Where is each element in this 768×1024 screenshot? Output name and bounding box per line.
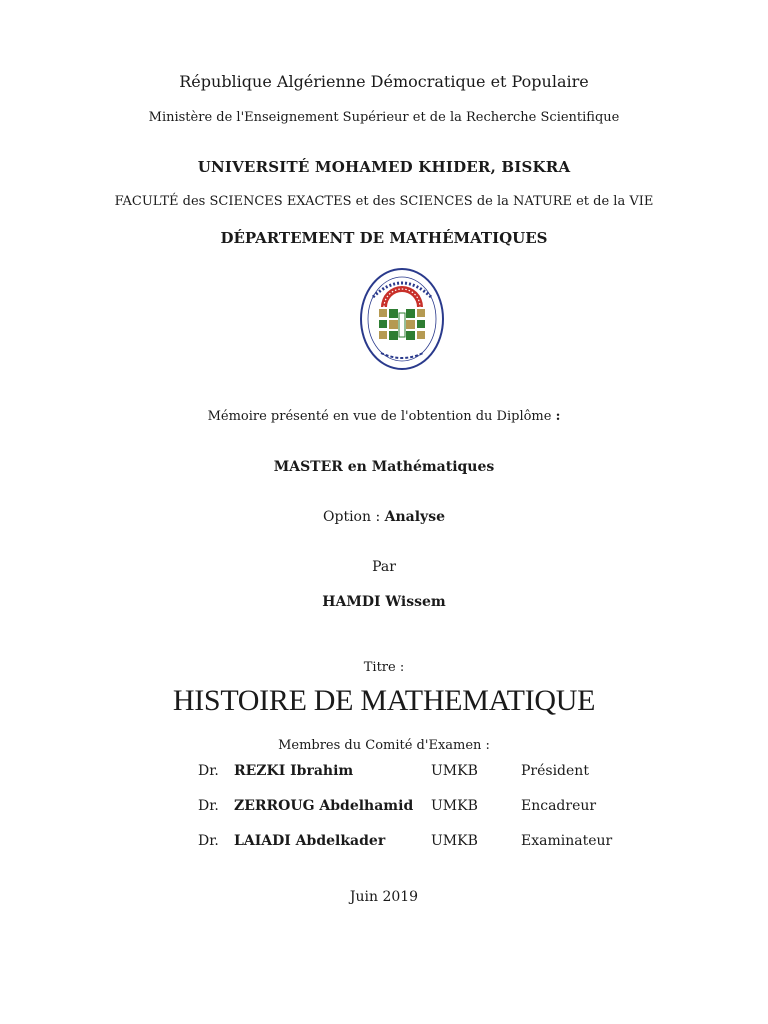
member-name: REZKI Ibrahim xyxy=(234,763,354,779)
member-role: Président xyxy=(521,763,589,779)
option-value: Analyse xyxy=(384,509,445,525)
member-university: UMKB xyxy=(431,833,478,849)
member-name: LAIADI Abdelkader xyxy=(234,833,386,849)
titre-label: Titre : xyxy=(363,660,405,675)
par-label: Par xyxy=(372,559,396,575)
republic-heading: République Algérienne Démocratique et Populaire xyxy=(179,72,589,91)
memoire-text: Mémoire présenté en vue de l'obtention du Diplôme xyxy=(207,409,552,424)
memoire-colon: : xyxy=(555,409,561,424)
author-name: HAMDI Wissem xyxy=(322,594,446,610)
member-title: Dr. xyxy=(198,763,219,779)
option-line xyxy=(0,509,768,525)
member-university: UMKB xyxy=(431,798,478,814)
member-title: Dr. xyxy=(198,833,219,849)
defense-date: Juin 2019 xyxy=(349,889,419,905)
member-university: UMKB xyxy=(431,763,478,779)
faculty-name: FACULTÉ des SCIENCES EXACTES et des SCIENCES de la NATURE et de la VIE xyxy=(114,194,654,209)
committee-row xyxy=(198,833,621,868)
committee-row xyxy=(198,798,621,833)
option-label: Option : xyxy=(323,509,381,525)
memoire-statement xyxy=(0,409,768,424)
ministry-heading: Ministère de l'Enseignement Supérieur et de la Recherche Scientifique xyxy=(148,110,620,125)
member-role: Examinateur xyxy=(521,833,613,849)
department-name: DÉPARTEMENT DE MATHÉMATIQUES xyxy=(220,229,548,247)
committee-table xyxy=(198,763,621,868)
committee-label: Membres du Comité d'Examen : xyxy=(278,738,490,753)
degree-name: MASTER en Mathématiques xyxy=(273,459,495,475)
member-title: Dr. xyxy=(198,798,219,814)
university-name: UNIVERSITÉ MOHAMED KHIDER, BISKRA xyxy=(197,158,571,176)
member-role: Encadreur xyxy=(521,798,597,814)
member-name: ZERROUG Abdelhamid xyxy=(234,798,414,814)
university-seal-icon xyxy=(359,267,445,371)
committee-row xyxy=(198,763,621,798)
thesis-title: HISTOIRE DE MATHEMATIQUE xyxy=(172,684,596,717)
